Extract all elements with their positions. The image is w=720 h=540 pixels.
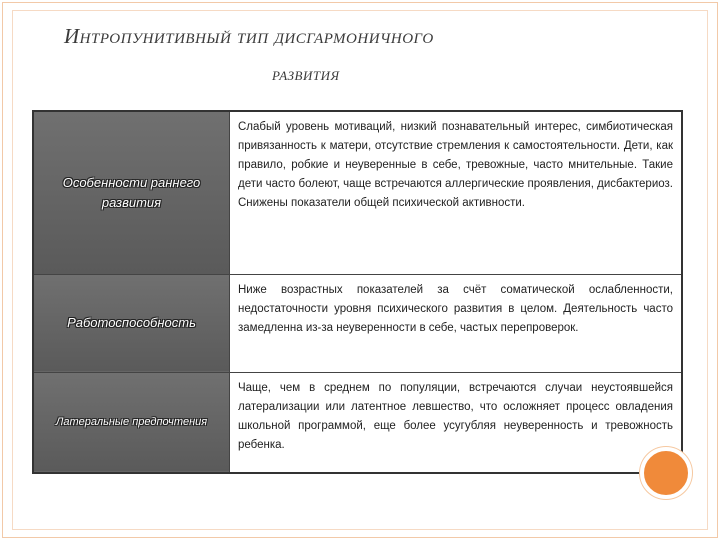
- decorative-orange-circle: [640, 447, 692, 499]
- row-text-early-development: Слабый уровень мотиваций, низкий познавательный интерес, симбиотическая привязанность к матери, отсутствие стремления к самостоятельности. Дети, как правило, робкие и неуверенные в себе, тревожные, часто мнительные. Такие дети часто болеют, чаще встречаются аллергические проявления, дисбактериоз. Снижены показатели общей психической активности.: [230, 111, 683, 274]
- development-table: [32, 110, 683, 474]
- table-row: [33, 372, 682, 473]
- table-row: [33, 111, 682, 274]
- slide-title-line1: Интропунитивный тип дисгармоничного: [64, 24, 434, 48]
- slide-title-line2: развития: [272, 64, 340, 84]
- table-row: [33, 274, 682, 372]
- row-text-lateral-preferences: Чаще, чем в среднем по популяции, встречаются случаи неустоявшейся латерализации или латентное левшество, что осложняет процесс овладения школьной программой, еще более усугубляя неуверенность и тревожность ребенка.: [230, 372, 683, 473]
- row-label-lateral-preferences: Латеральные предпочтения: [33, 372, 230, 473]
- row-label-early-development: Особенности раннего развития: [33, 111, 230, 274]
- row-label-work-capacity: Работоспособность: [33, 274, 230, 372]
- row-text-work-capacity: Ниже возрастных показателей за счёт соматической ослабленности, недостаточности уровня психического развития в целом. Деятельность часто замедленна из-за неуверенности в себе, частых перепроверок.: [230, 274, 683, 372]
